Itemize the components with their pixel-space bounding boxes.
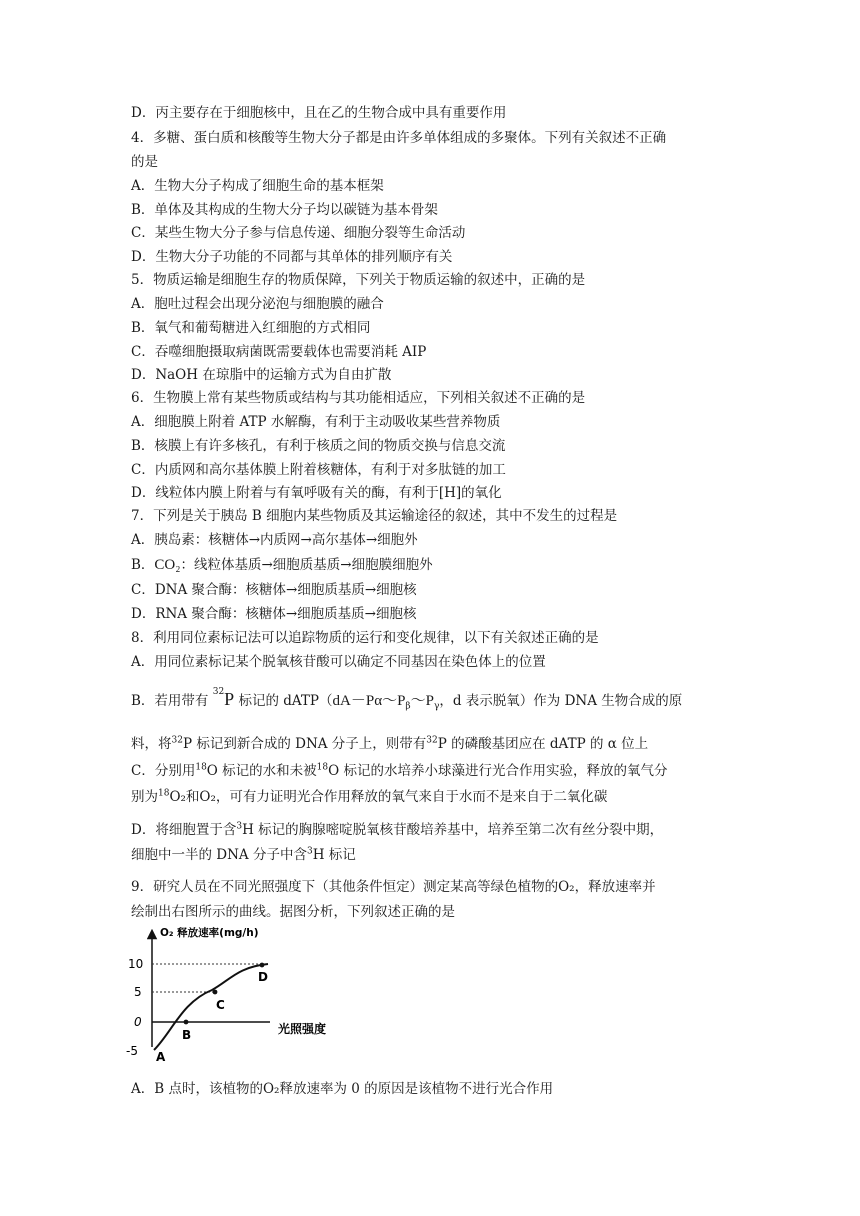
option-8c-text-1: C．分别用 xyxy=(131,763,196,779)
option-8b-cont-3: P 的磷酸基团应在 dATP 的 α 位上 xyxy=(437,736,649,752)
option-8c-cont xyxy=(131,788,607,806)
question-9: 9．研究人员在不同光照强度下（其他条件恒定）测定某高等绿色植物的O₂，释放速率并 xyxy=(131,879,656,895)
option-8d xyxy=(131,821,663,839)
option-4c: C．某些生物大分子参与信息传递、细胞分裂等生命活动 xyxy=(131,225,466,241)
option-8b xyxy=(131,686,683,712)
option-8b-cont xyxy=(131,735,648,753)
option-7b-prefix: B． xyxy=(131,557,155,573)
isotope-32: 32 xyxy=(212,686,225,697)
option-8d-cont-2: H 标记 xyxy=(312,847,356,863)
question-8: 8．利用同位素标记法可以追踪物质的运行和变化规律，以下有关叙述正确的是 xyxy=(131,630,599,646)
option-8b-text-2: 标记的 dATP（ xyxy=(238,693,333,709)
o2-release-graph xyxy=(120,922,350,1062)
option-7b xyxy=(131,556,433,574)
point-c-label: C xyxy=(216,998,225,1012)
isotope-3: 3 xyxy=(306,846,313,857)
option-4a: A．生物大分子构成了细胞生命的基本框架 xyxy=(131,178,384,194)
y-tick-10: 10 xyxy=(128,957,144,971)
phosphorus-symbol: P xyxy=(224,689,235,709)
option-8c-text-3: O 标记的水培养小球藻进行光合作用实验，释放的氧气分 xyxy=(328,763,668,779)
point-d-dot xyxy=(260,963,265,968)
option-5b: B．氧气和葡萄糖进入红细胞的方式相同 xyxy=(131,320,371,336)
y-tick-0: 0 xyxy=(134,1015,142,1029)
option-8c xyxy=(131,762,667,780)
co2-formula: CO₂ xyxy=(154,557,181,573)
option-4d: D．生物大分子功能的不同都与其单体的排列顺序有关 xyxy=(131,249,453,265)
question-9-cont: 绘制出右图所示的曲线。据图分析，下列叙述正确的是 xyxy=(131,904,455,920)
point-b-dot xyxy=(184,1020,189,1025)
datp-formula-2: ～P xyxy=(410,693,434,709)
option-5d: D．NaOH 在琼脂中的运输方式为自由扩散 xyxy=(131,367,392,383)
y-axis-label: O₂ 释放速率(mg/h) xyxy=(160,927,259,939)
beta-subscript: β xyxy=(405,701,411,712)
option-8c-cont-2: O₂和O₂，可有力证明光合作用释放的氧气来自于水而不是来自于二氧化碳 xyxy=(169,789,608,805)
y-tick-5: 5 xyxy=(134,985,142,999)
option-7c: C．DNA 聚合酶：核糖体→细胞质基质→细胞核 xyxy=(131,582,417,598)
isotope-3: 3 xyxy=(236,821,243,832)
option-8d-text-1: D．将细胞置于含 xyxy=(131,822,237,838)
option-8a: A．用同位素标记某个脱氧核苷酸可以确定不同基因在染色体上的位置 xyxy=(131,654,546,670)
option-5c: C．吞噬细胞摄取病菌既需要载体也需要消耗 AIP xyxy=(131,344,427,360)
datp-formula-1: dA－Pα～P xyxy=(332,693,406,709)
question-4: 4．多糖、蛋白质和核酸等生物大分子都是由许多单体组成的多聚体。下列有关叙述不正确 xyxy=(131,130,667,146)
option-7d: D．RNA 聚合酶：核糖体→细胞质基质→细胞核 xyxy=(131,606,417,622)
option-4b: B．单体及其构成的生物大分子均以碳链为基本骨架 xyxy=(131,202,438,218)
point-b-label: B xyxy=(182,1028,192,1042)
question-6: 6．生物膜上常有某些物质或结构与其功能相适应，下列相关叙述不正确的是 xyxy=(131,390,586,406)
y-tick-minus-5: -5 xyxy=(126,1044,138,1058)
option-6c: C．内质网和高尔基体膜上附着核糖体，有利于对多肽链的加工 xyxy=(131,462,506,478)
point-a-label: A xyxy=(156,1050,166,1062)
o2-curve xyxy=(154,964,268,1050)
gamma-subscript: γ xyxy=(433,701,440,712)
option-8d-cont xyxy=(131,846,356,864)
option-8b-cont-1: 料，将 xyxy=(131,736,172,752)
isotope-18: 18 xyxy=(316,762,329,773)
point-d-label: D xyxy=(258,970,268,984)
option-8b-cont-2: P 标记到新合成的 DNA 分子上，则带有 xyxy=(182,736,427,752)
option-6b: B．核膜上有许多核孔，有利于核质之间的物质交换与信息交流 xyxy=(131,438,506,454)
question-4-cont: 的是 xyxy=(131,154,158,170)
question-5: 5．物质运输是细胞生存的物质保障，下列关于物质运输的叙述中，正确的是 xyxy=(131,272,586,288)
question-7: 7．下列是关于胰岛 B 细胞内某些物质及其运输途径的叙述，其中不发生的过程是 xyxy=(131,508,618,524)
option-8d-text-2: H 标记的胸腺嘧啶脱氧核苷酸培养基中，培养至第二次有丝分裂中期， xyxy=(242,822,664,838)
option-8c-cont-1: 别为 xyxy=(131,789,158,805)
isotope-32: 32 xyxy=(171,735,183,746)
point-c-dot xyxy=(213,990,218,995)
option-6d: D．线粒体内膜上附着与有氧呼吸有关的酶，有利于[H]的氧化 xyxy=(131,485,502,501)
option-8b-text-1: B．若用带有 xyxy=(131,693,209,709)
option-5a: A．胞吐过程会出现分泌泡与细胞膜的融合 xyxy=(131,296,384,312)
option-7b-text: ：线粒体基质→细胞质基质→细胞膜细胞外 xyxy=(180,557,433,573)
isotope-18: 18 xyxy=(195,762,207,773)
option-9a: A．B 点时，该植物的O₂释放速率为 0 的原因是该植物不进行光合作用 xyxy=(131,1081,554,1097)
option-8c-text-2: O 标记的水和未被 xyxy=(206,763,317,779)
x-axis-label: 光照强度 xyxy=(278,1022,327,1036)
isotope-18: 18 xyxy=(158,788,170,799)
option-7a: A．胰岛素：核糖体→内质网→高尔基体→细胞外 xyxy=(131,532,418,548)
option-8d-cont-1: 细胞中一半的 DNA 分子中含 xyxy=(131,847,307,863)
option-6a: A．细胞膜上附着 ATP 水解酶，有利于主动吸收某些营养物质 xyxy=(131,414,501,430)
option-8b-text-3: ，d 表示脱氧）作为 DNA 生物合成的原 xyxy=(439,693,683,709)
isotope-32: 32 xyxy=(426,735,438,746)
option-3d: D．丙主要存在于细胞核中，且在乙的生物合成中具有重要作用 xyxy=(131,105,507,121)
